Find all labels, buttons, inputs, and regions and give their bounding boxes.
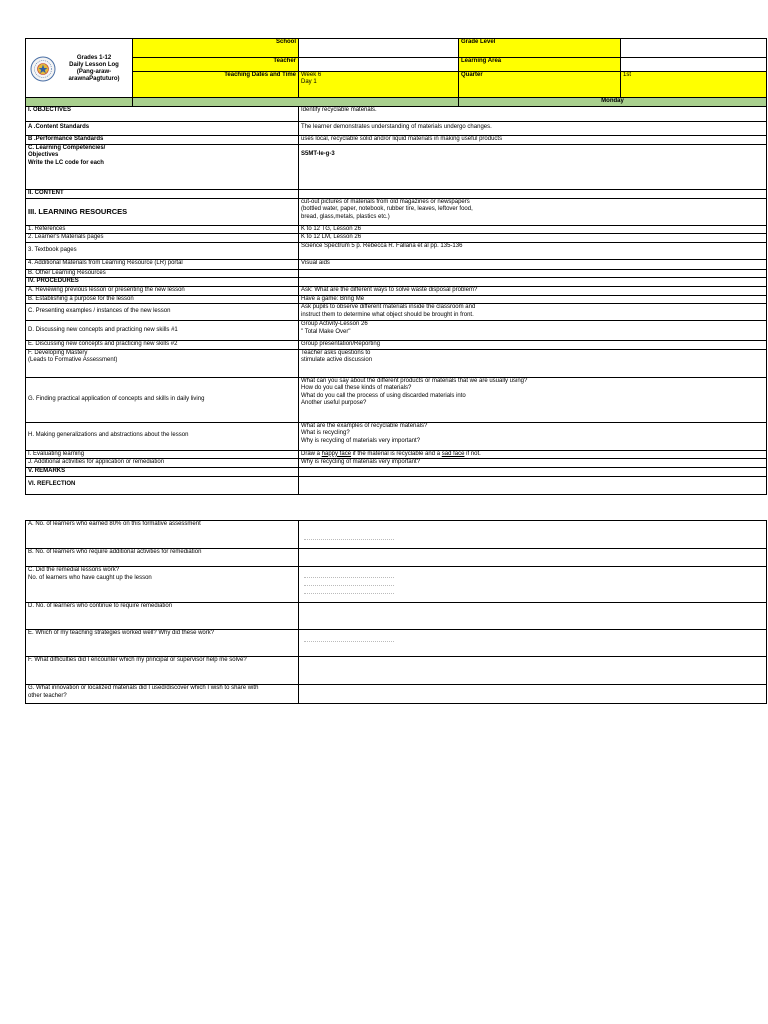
- placeholder-line: [304, 593, 394, 594]
- dates-label: Teaching Dates and Time: [133, 71, 299, 97]
- learning-area-value[interactable]: [621, 57, 767, 71]
- learners-materials-label: 2. Learner's Materials pages: [26, 234, 299, 243]
- learning-area-label: Learning Area: [459, 57, 621, 71]
- day-header-row: [26, 98, 767, 107]
- remarks-value[interactable]: [299, 467, 767, 476]
- row-objectives: [26, 106, 767, 121]
- proc-e-value[interactable]: Group presentation/Reporting: [299, 341, 767, 350]
- objectives-label: I. OBJECTIVES: [26, 106, 299, 121]
- objectives-value[interactable]: Identify recyclable materials.: [299, 106, 767, 121]
- reflection-f-value[interactable]: [299, 657, 767, 685]
- quarter-value[interactable]: 1st: [621, 71, 767, 97]
- header-row-teacher: [26, 57, 767, 71]
- logo-title-layout: [28, 47, 130, 90]
- competencies-value[interactable]: S5MT-Ie-g-3: [299, 144, 767, 189]
- day-row-spacer-2: [133, 98, 459, 107]
- reflection-row-a: [26, 521, 767, 549]
- proc-h-label: H. Making generalizations and abstractions about the lesson: [26, 422, 299, 450]
- other-resources-label: B. Other Learning Resources: [26, 269, 299, 278]
- quarter-label: Quarter: [459, 71, 621, 97]
- row-proc-a: [26, 286, 767, 295]
- additional-materials-label: 4. Additional Materials from Learning Resource (LR) portal: [26, 259, 299, 269]
- reflection-c-value[interactable]: [299, 567, 767, 603]
- proc-a-value[interactable]: Ask: What are the different ways to solve waste disposal problem?: [299, 286, 767, 295]
- proc-h-value[interactable]: What are the examples of recyclable materials? What is recycling? Why is recycling of materials very important?: [299, 422, 767, 450]
- proc-i-label: I. Evaluating learning: [26, 450, 299, 459]
- placeholder-line: [304, 577, 394, 578]
- reflection-table: [25, 520, 767, 704]
- row-reflection: [26, 476, 767, 494]
- procedures-value[interactable]: [299, 278, 767, 287]
- content-label: II. CONTENT: [26, 189, 299, 198]
- reflection-row-b: [26, 549, 767, 567]
- procedures-label: IV. PROCEDURES: [26, 278, 299, 287]
- seal-cell: [28, 47, 58, 90]
- proc-i-value[interactable]: [299, 450, 767, 459]
- proc-i-text-mid: if the material is recyclable and a: [351, 450, 442, 457]
- row-proc-j: [26, 459, 767, 468]
- placeholder-line: [304, 539, 394, 540]
- dll-title: Grades 1-12 Daily Lesson Log (Pang-araw- arawnaPagtuturo): [68, 54, 120, 82]
- header-row-dates: [26, 71, 767, 97]
- reflection-d-label: D. No. of learners who continue to require remediation: [26, 603, 299, 630]
- reflection-d-value[interactable]: [299, 603, 767, 630]
- teacher-label: Teacher: [133, 57, 299, 71]
- performance-standards-label: B .Performance Standards: [26, 135, 299, 144]
- reflection-b-label: B. No. of learners who require additional activities for remediation: [26, 549, 299, 567]
- row-proc-b: [26, 295, 767, 304]
- proc-c-value[interactable]: Ask pupils to observe different materials inside the classroom and instruct them to determine what object should be brought in front.: [299, 304, 767, 321]
- teacher-value[interactable]: [299, 57, 459, 71]
- day-row-spacer: [26, 98, 133, 107]
- learning-resources-label: III. LEARNING RESOURCES: [26, 198, 299, 225]
- row-competencies: [26, 144, 767, 189]
- textbook-value[interactable]: Science Spectrum 5 p. Rebecca R. Fallaria et al pp. 135-136: [299, 242, 767, 259]
- reflection-c-label: C. Did the remedial lessons work? No. of learners who have caught up the lesson: [26, 567, 299, 603]
- row-learning-resources: [26, 198, 767, 225]
- reflection-value[interactable]: [299, 476, 767, 494]
- content-standards-value[interactable]: The learner demonstrates understanding of materials undergo changes.: [299, 121, 767, 135]
- performance-standards-value[interactable]: uses local, recyclable solid and/or liquid materials in making useful products: [299, 135, 767, 144]
- reflection-g-label: G. What innovation or localized materials did I used/discover which I wish to share with other teacher?: [26, 685, 299, 704]
- reflection-e-value[interactable]: [299, 630, 767, 657]
- school-value[interactable]: [299, 39, 459, 58]
- reflection-f-label: F. What difficulties did I encounter which my principal or supervisor help me solve?: [26, 657, 299, 685]
- proc-b-value[interactable]: Have a game: Bring Me: [299, 295, 767, 304]
- proc-b-label: B. Establishing a purpose for the lesson: [26, 295, 299, 304]
- references-label: 1. References: [26, 225, 299, 234]
- row-learners-materials: [26, 234, 767, 243]
- reflection-b-value[interactable]: [299, 549, 767, 567]
- additional-materials-value[interactable]: Visual aids: [299, 259, 767, 269]
- daily-lesson-log-table: [25, 38, 767, 495]
- sad-face-text: sad face: [441, 450, 465, 457]
- row-proc-i: [26, 450, 767, 459]
- proc-j-label: J. Additional activities for application or remediation: [26, 459, 299, 468]
- school-label: School: [133, 39, 299, 58]
- row-proc-d: [26, 321, 767, 341]
- row-remarks: [26, 467, 767, 476]
- row-content-standards: [26, 121, 767, 135]
- reflection-label: VI. REFLECTION: [26, 476, 299, 494]
- references-value[interactable]: K to 12 TG, Lesson 26: [299, 225, 767, 234]
- reflection-row-c: [26, 567, 767, 603]
- competencies-label: C. Learning Competencies/ Objectives Write the LC code for each: [26, 144, 299, 189]
- proc-f-label: F. Developing Mastery (Leads to Formative Assessment): [26, 349, 299, 377]
- row-additional-materials: [26, 259, 767, 269]
- reflection-row-d: [26, 603, 767, 630]
- row-content: [26, 189, 767, 198]
- content-standards-label: A .Content Standards: [26, 121, 299, 135]
- day-label: Monday: [459, 98, 767, 107]
- proc-a-label: A. Reviewing previous lesson or presenting the new lesson: [26, 286, 299, 295]
- row-proc-f: [26, 349, 767, 377]
- proc-g-label: G. Finding practical application of concepts and skills in daily living: [26, 377, 299, 422]
- deped-seal-icon: [30, 56, 56, 82]
- grade-level-value[interactable]: [621, 39, 767, 58]
- learners-materials-value[interactable]: K to 12 LM, Lesson 26: [299, 234, 767, 243]
- reflection-a-label: A. No. of learners who earned 80% on this formative assessment: [26, 521, 299, 549]
- proc-d-label: D. Discussing new concepts and practicing new skills #1: [26, 321, 299, 341]
- row-textbook: [26, 242, 767, 259]
- placeholder-line: [304, 585, 394, 586]
- reflection-row-f: [26, 657, 767, 685]
- proc-d-value[interactable]: Group Activity-Lesson 26 " Total Make Over": [299, 321, 767, 341]
- placeholder-line: [304, 641, 394, 642]
- proc-i-text-post: if not.: [464, 450, 481, 457]
- proc-g-value[interactable]: What can you say about the different products or materials that we are usually using? How do you call these kinds of materials? What do you call the process of using discarded materials into Another useful purpose?: [299, 377, 767, 422]
- logo-cell: [26, 39, 133, 98]
- proc-c-label: C. Presenting examples / instances of the new lesson: [26, 304, 299, 321]
- reflection-row-e: [26, 630, 767, 657]
- row-proc-e: [26, 341, 767, 350]
- row-procedures: [26, 278, 767, 287]
- happy-face-text: happy face: [321, 450, 352, 457]
- row-proc-c: [26, 304, 767, 321]
- row-proc-g: [26, 377, 767, 422]
- proc-i-text-pre: Draw a: [301, 450, 322, 457]
- content-value[interactable]: [299, 189, 767, 198]
- proc-e-label: E. Discussing new concepts and practicing new skills #2: [26, 341, 299, 350]
- row-references: [26, 225, 767, 234]
- proc-f-value[interactable]: Teacher asks questions to stimulate active discussion: [299, 349, 767, 377]
- grade-level-label: Grade Level: [459, 39, 621, 58]
- learning-resources-value[interactable]: cut-out pictures of materials from old magazines or newspapers (bottled water, paper, notebook, rubber tire, leaves, leftover food, bread, glass,metals, plastics etc.): [299, 198, 767, 225]
- reflection-e-label: E. Which of my teaching strategies worked well? Why did these work?: [26, 630, 299, 657]
- textbook-label: 3. Textbook pages: [26, 242, 299, 259]
- row-other-resources: [26, 269, 767, 278]
- reflection-row-g: [26, 685, 767, 704]
- proc-j-value[interactable]: Why is recycling of materials very important?: [299, 459, 767, 468]
- reflection-a-value[interactable]: [299, 521, 767, 549]
- row-proc-h: [26, 422, 767, 450]
- reflection-g-value[interactable]: [299, 685, 767, 704]
- header-row-school: [26, 39, 767, 58]
- remarks-label: V. REMARKS: [26, 467, 299, 476]
- dates-value[interactable]: Week 6 Day 1: [299, 71, 459, 97]
- other-resources-value[interactable]: [299, 269, 767, 278]
- row-performance-standards: [26, 135, 767, 144]
